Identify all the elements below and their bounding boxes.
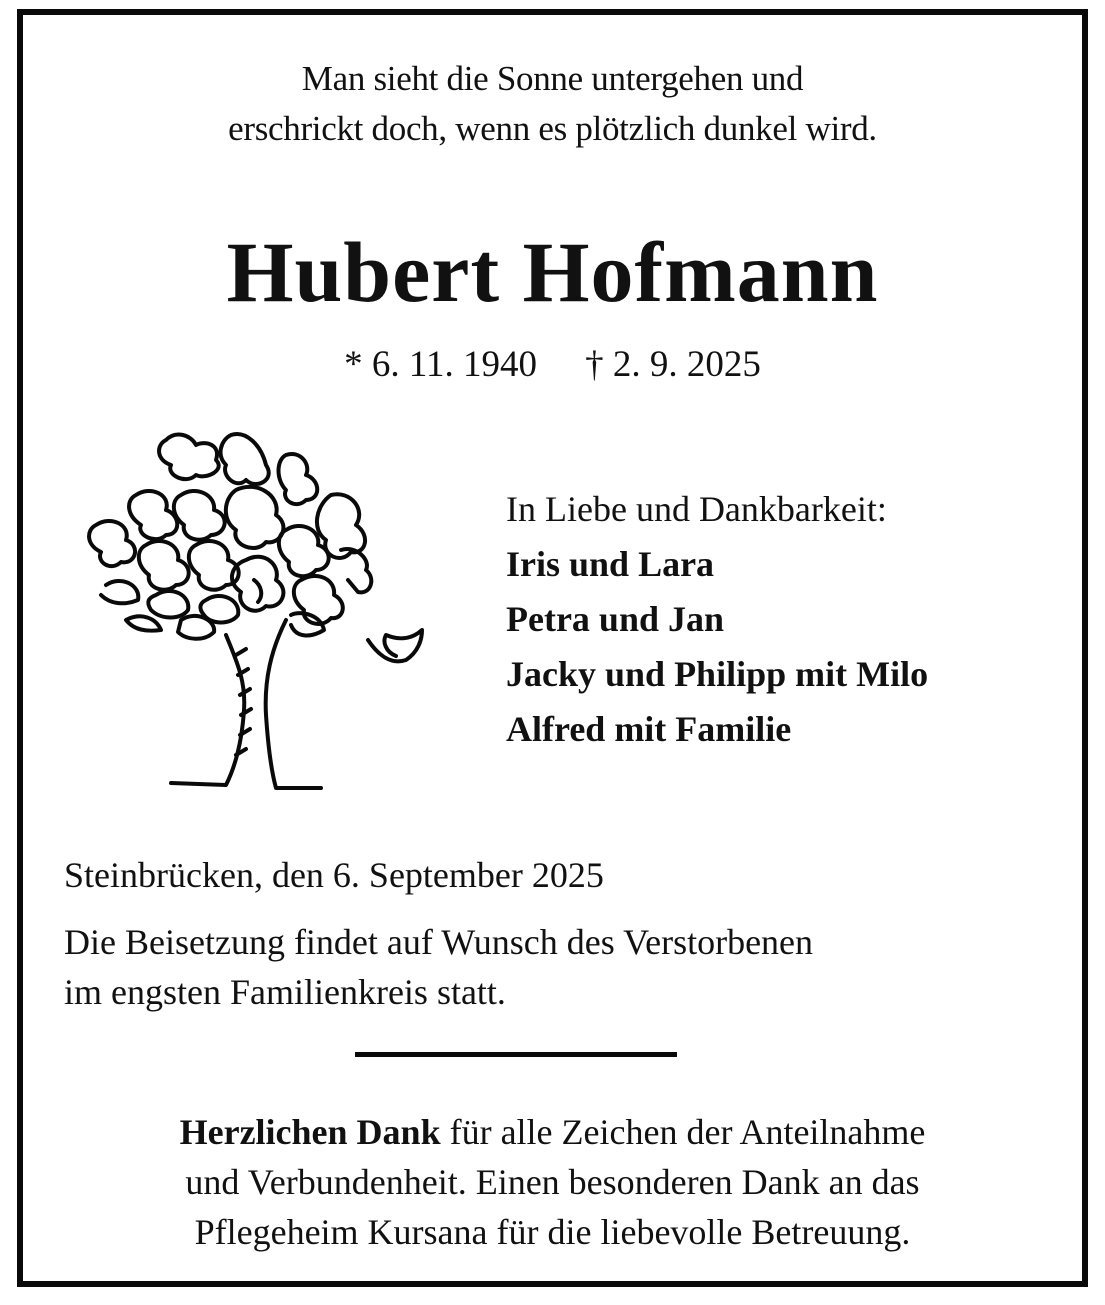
thanks-line-2: und Verbundenheit. Einen besonderen Dank an das [185,1162,920,1202]
thanks-bold: Herzlichen Dank [179,1112,441,1152]
thanks-line-1-rest: für alle Zeichen der Anteilnahme [440,1112,926,1152]
quote-line-2: erschrickt doch, wenn es plötzlich dunkel wird. [228,109,877,148]
deceased-name: Hubert Hofmann [226,224,879,320]
family-member: Jacky und Philipp mit Milo [506,654,929,694]
burial-notice [64,917,813,1017]
tree-with-falling-leaf-icon [86,420,426,800]
divider [355,1052,677,1057]
death-date: † 2. 9. 2025 [585,344,761,385]
thanks-note [0,1107,1105,1257]
family-intro: In Liebe und Dankbarkeit: [506,489,887,529]
birth-date: * 6. 11. 1940 [344,344,538,385]
quote [0,54,1105,154]
quote-line-1: Man sieht die Sonne untergehen und [301,59,804,98]
thanks-line-3: Pflegeheim Kursana für die liebevolle Betreuung. [194,1212,911,1252]
place-and-date: Steinbrücken, den 6. September 2025 [64,855,604,895]
burial-line-2: im engsten Familienkreis statt. [64,972,506,1012]
family-member: Alfred mit Familie [506,709,792,749]
thanks-line-1 [0,1107,1105,1157]
family-list [506,482,928,757]
family-member: Iris und Lara [506,544,715,584]
burial-line-1: Die Beisetzung findet auf Wunsch des Verstorbenen [64,922,814,962]
life-dates [0,340,1105,390]
family-member: Petra und Jan [506,599,725,639]
